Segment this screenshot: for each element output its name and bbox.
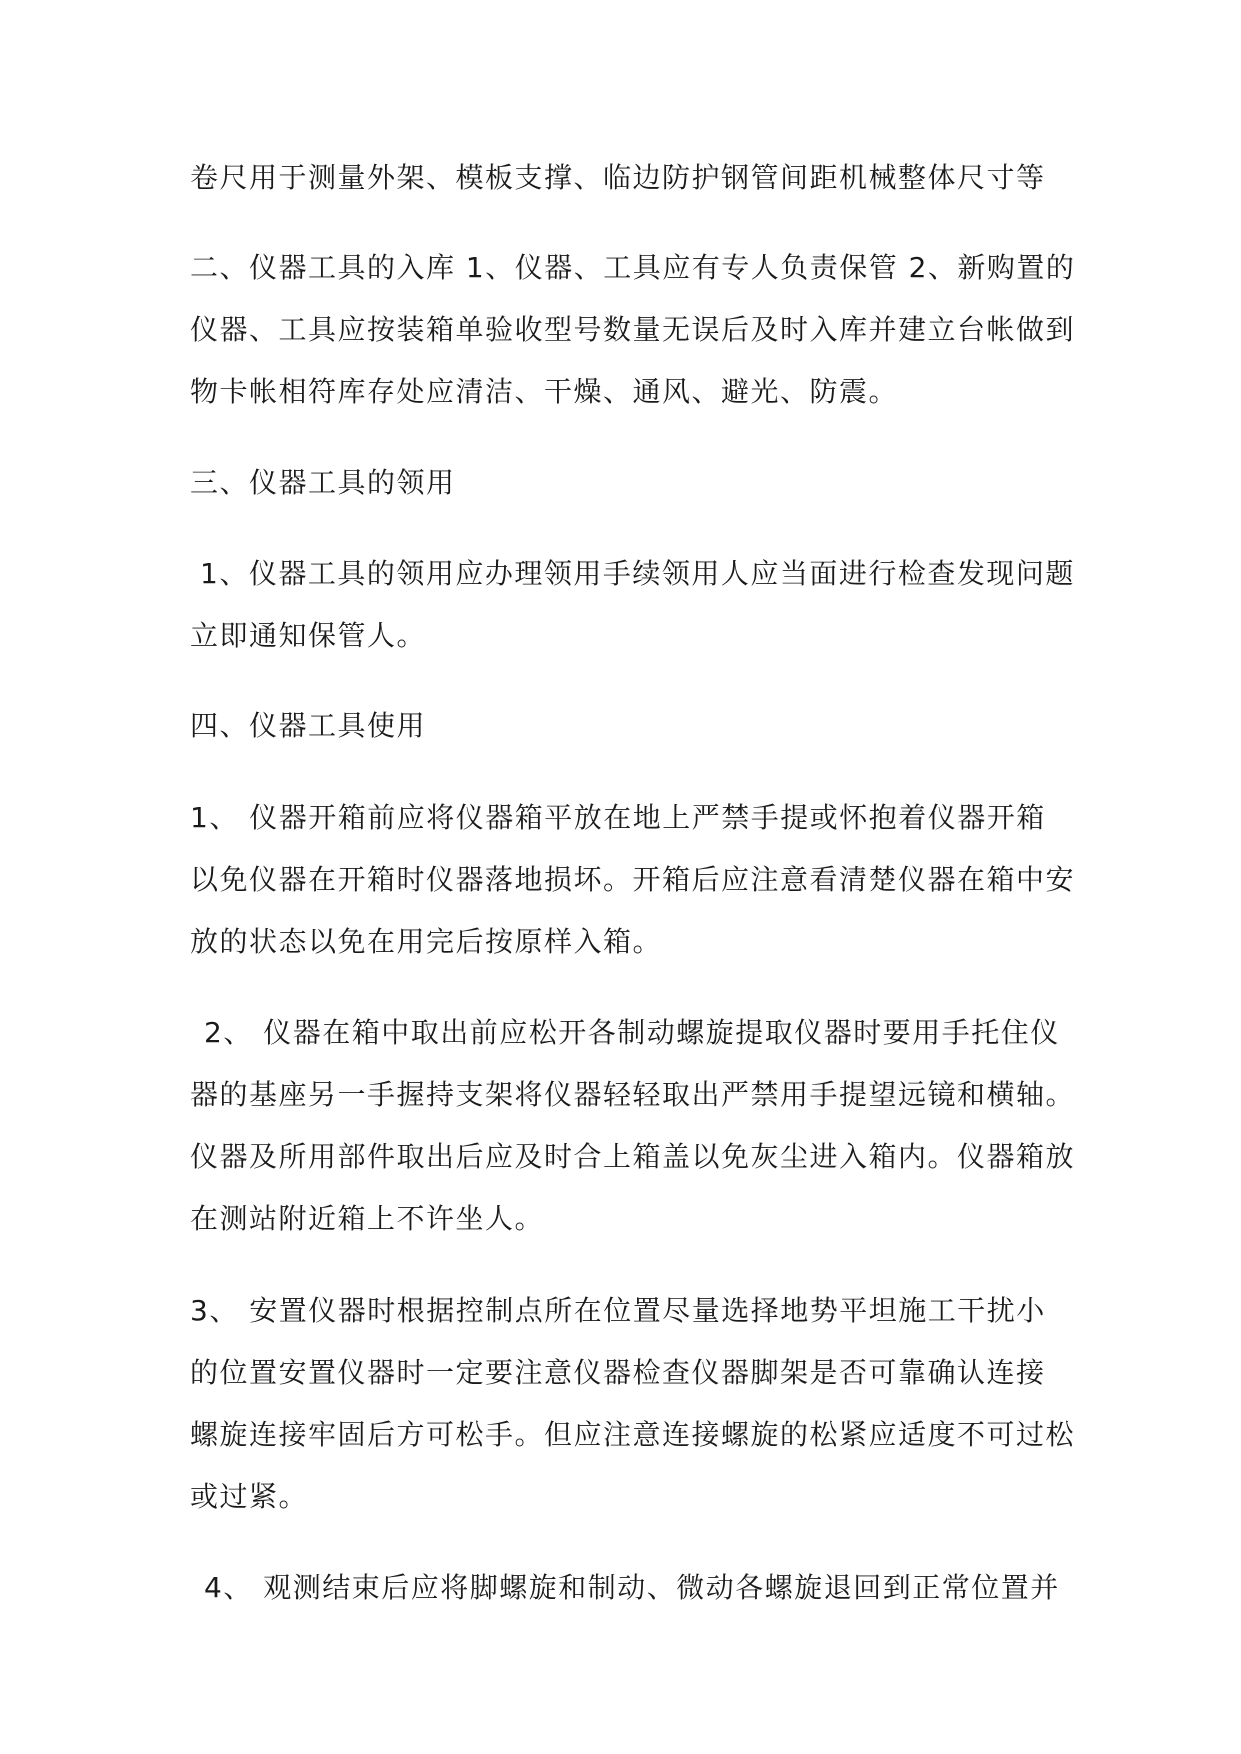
text-line: 螺旋连接牢固后方可松手。但应注意连接螺旋的松紧应适度不可过松 [190,1418,1076,1451]
text-line: 卷尺用于测量外架、模板支撑、临边防护钢管间距机械整体尺寸等 [190,161,1046,194]
text-line: 仪器、工具应按装箱单验收型号数量无误后及时入库并建立台帐做到 [190,313,1076,346]
text-line: 器的基座另一手握持支架将仪器轻轻取出严禁用手提望远镜和横轴。 [190,1078,1076,1111]
text-line: 物卡帐相符库存处应清洁、干燥、通风、避光、防震。 [190,375,899,408]
text-line: 立即通知保管人。 [190,619,427,652]
text-line: 3、 安置仪器时根据控制点所在位置尽量选择地势平坦施工干扰小 [190,1294,1046,1327]
text-line: 4、 观测结束后应将脚螺旋和制动、微动各螺旋退回到正常位置并 [204,1571,1060,1604]
text-line: 放的状态以免在用完后按原样入箱。 [190,925,663,958]
text-line: 在测站附近箱上不许坐人。 [190,1202,545,1235]
section-heading-storage: 二、仪器工具的入库 1、仪器、工具应有专人负责保管 2、新购置的 [190,251,1076,284]
text-line: 或过紧。 [190,1480,309,1513]
text-line: 1、 仪器开箱前应将仪器箱平放在地上严禁手提或怀抱着仪器开箱 [190,801,1046,834]
section-heading-usage: 四、仪器工具使用 [190,709,427,742]
text-line: 仪器及所用部件取出后应及时合上箱盖以免灰尘进入箱内。仪器箱放 [190,1140,1076,1173]
text-line: 的位置安置仪器时一定要注意仪器检查仪器脚架是否可靠确认连接 [190,1356,1046,1389]
text-line: 1、仪器工具的领用应办理领用手续领用人应当面进行检查发现问题 [200,557,1075,590]
section-heading-issue: 三、仪器工具的领用 [190,466,456,499]
text-line: 以免仪器在开箱时仪器落地损坏。开箱后应注意看清楚仪器在箱中安 [190,863,1076,896]
text-line: 2、 仪器在箱中取出前应松开各制动螺旋提取仪器时要用手托住仪 [204,1016,1060,1049]
